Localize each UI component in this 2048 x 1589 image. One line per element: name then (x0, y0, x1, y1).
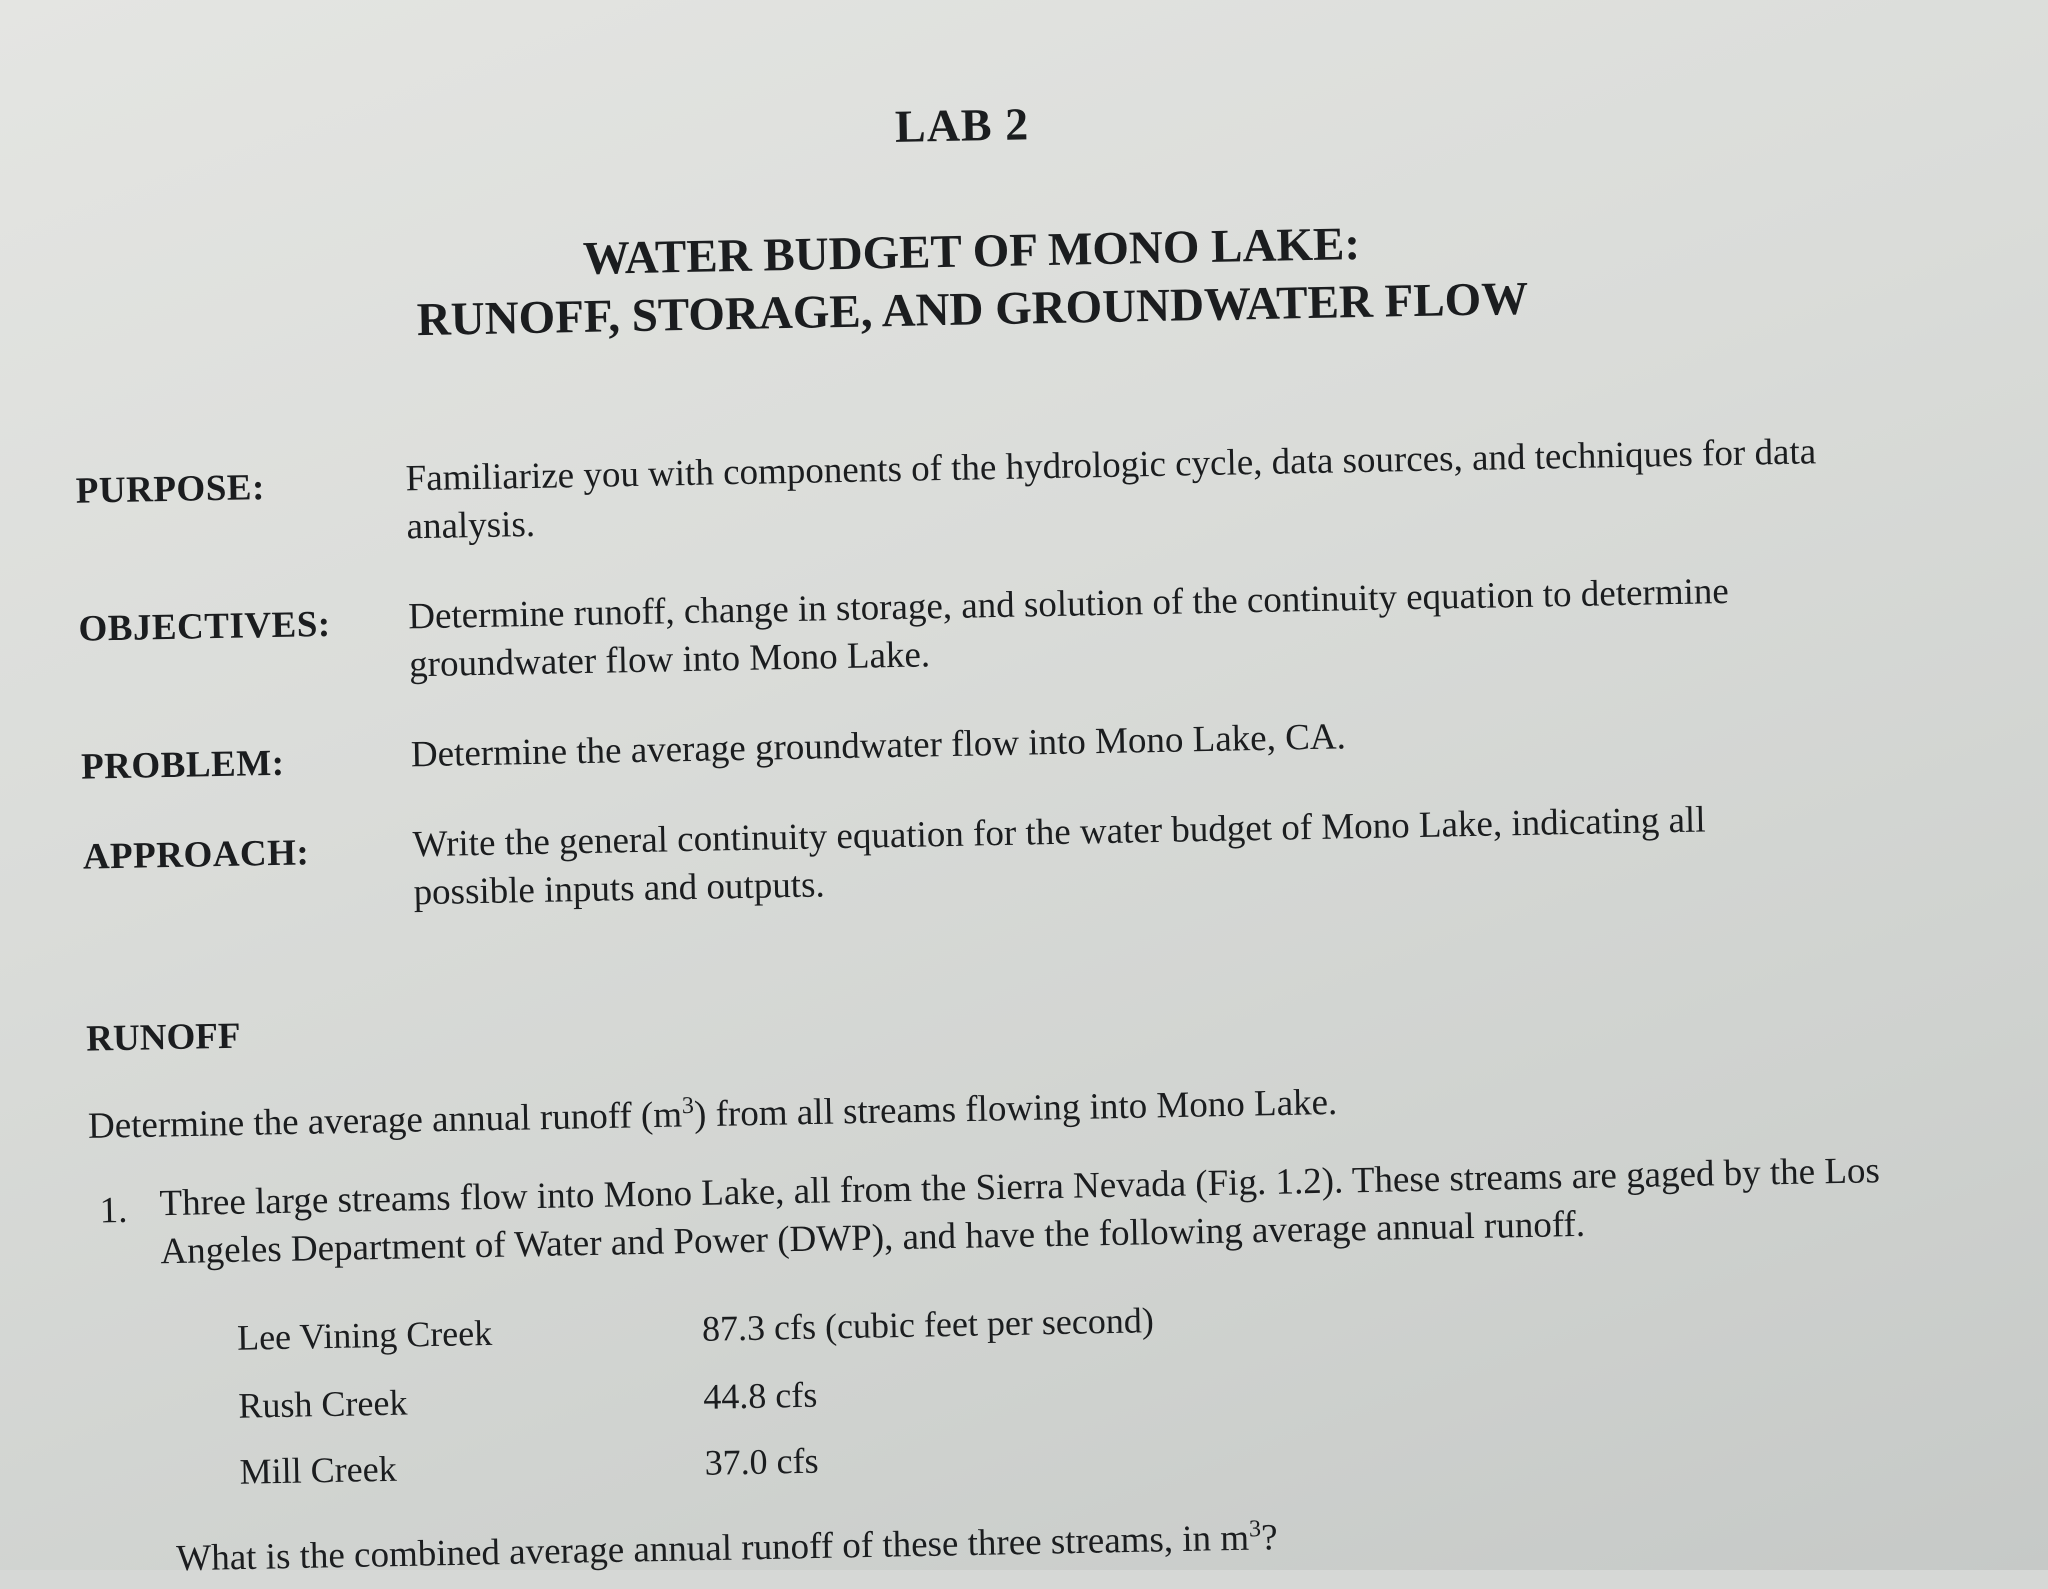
creek-value: 87.3 cfs (cubic feet per second) (701, 1300, 1155, 1349)
title-line-1: WATER BUDGET OF MONO LAKE: (582, 218, 1361, 285)
purpose-label: PURPOSE: (75, 467, 266, 512)
runoff-intro: Determine the average annual runoff $(m^3)$ from all streams flowing into Mono Lake. (87, 1081, 1338, 1147)
item-number: 1. (99, 1189, 128, 1232)
creek-value: 37.0 cfs (704, 1440, 819, 1483)
title-line-2: RUNOFF, STORAGE, AND GROUNDWATER FLOW (416, 272, 1529, 347)
problem-label: PROBLEM: (80, 742, 285, 788)
problem-text: Determine the average groundwater flow into Mono Lake, CA. (410, 716, 1347, 776)
item-1-text: Three large streams flow into Mono Lake, all from the Sierra Nevada (Fig. 1.2). These streams are gaged by the Los Angeles Department of Water and Power (DWP), and have the following average annual runoff. (159, 1150, 1881, 1273)
purpose-text: Familiarize you with components of the hydrologic cycle, data sources, and techniques for data analysis. (405, 431, 1817, 548)
runoff-question: What is the combined average annual runoff of these three streams, in $m^3$? (175, 1516, 1278, 1580)
approach-label: APPROACH: (82, 832, 310, 878)
creek-name: Mill Creek (239, 1448, 398, 1492)
creek-name: Lee Vining Creek (236, 1312, 493, 1358)
creek-value: 44.8 cfs (702, 1374, 818, 1417)
objectives-label: OBJECTIVES: (78, 603, 332, 650)
objectives-text: Determine runoff, change in storage, and solution of the continuity equation to determine groundwater flow into Mono Lake. (407, 570, 1730, 686)
creek-name: Rush Creek (238, 1382, 408, 1426)
approach-text: Write the general continuity equation for the water budget of Mono Lake, indicating all possible inputs and outputs. (412, 799, 1706, 914)
lab-title: LAB 2 (894, 98, 1030, 152)
runoff-heading: RUNOFF (85, 1015, 241, 1060)
main-title (371, 211, 1573, 350)
